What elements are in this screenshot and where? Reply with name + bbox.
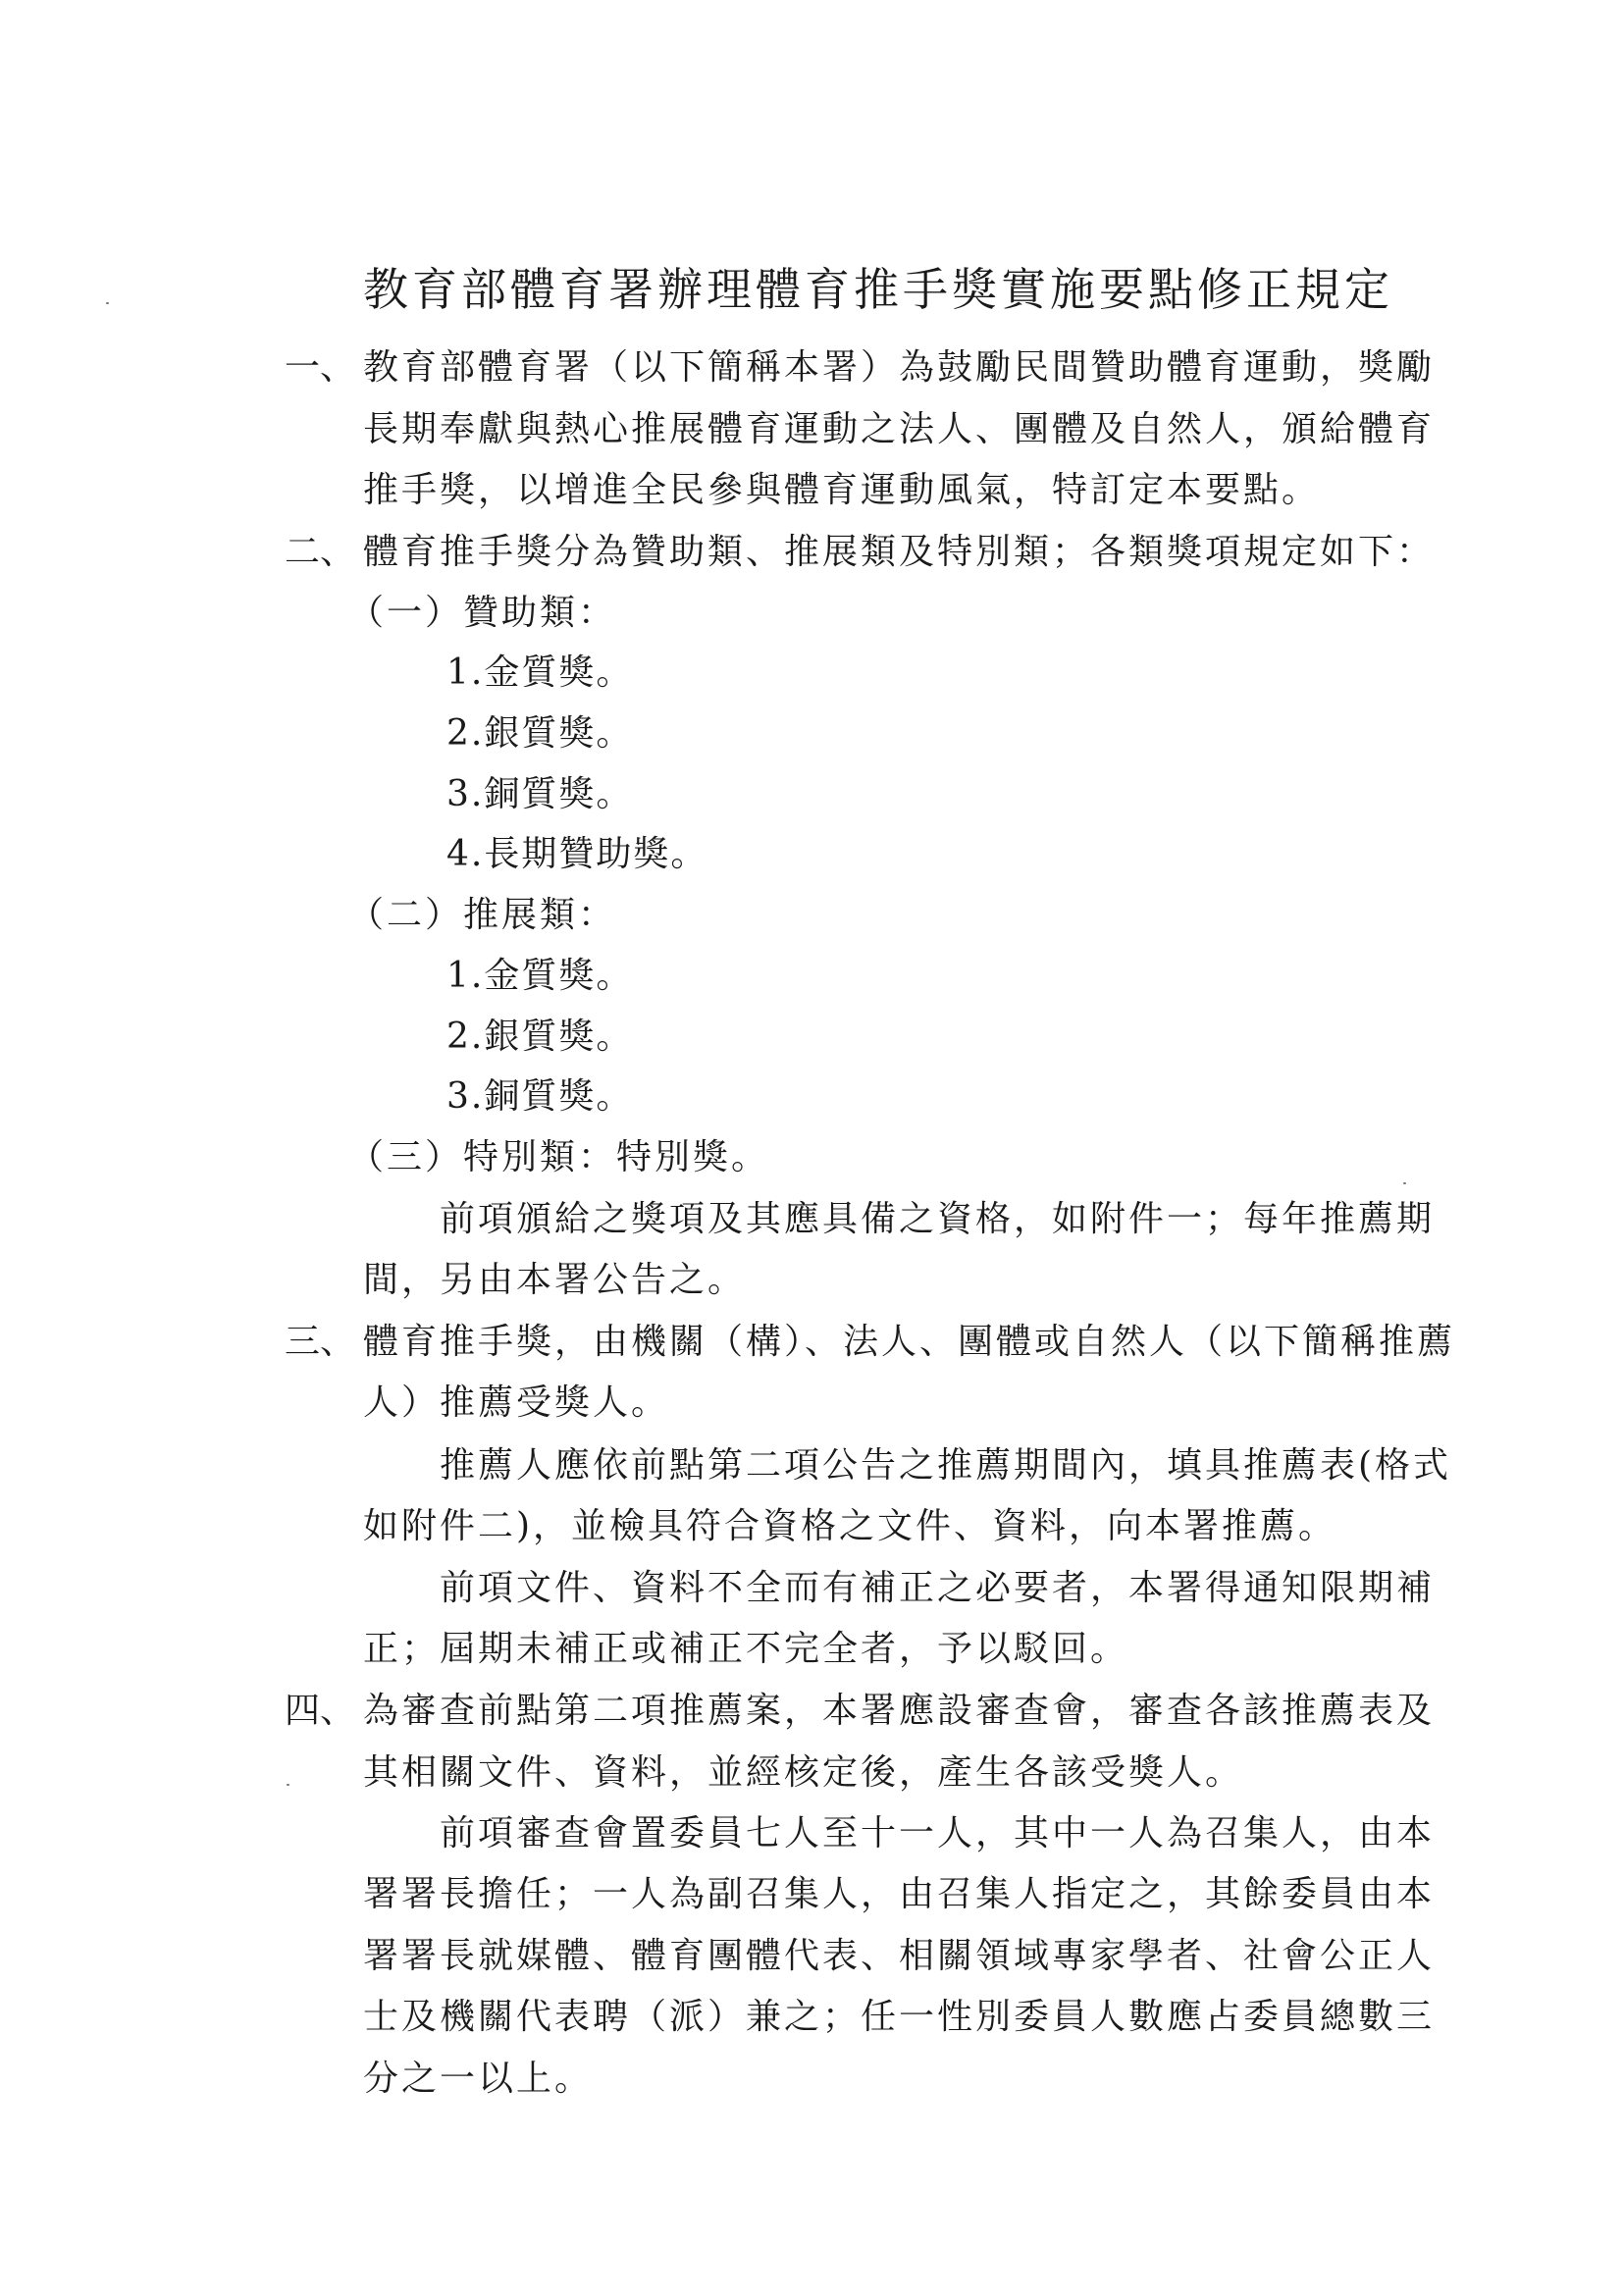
section-3-paragraph-2-line-2: 正；屆期未補正或補正不完全者，予以駁回。: [363, 1629, 1129, 1669]
section-3-line-2: 人）推薦受獎人。: [363, 1383, 670, 1423]
section-4-paragraph-1-line-4: 士及機關代表聘（派）兼之；任一性別委員人數應占委員總數三: [363, 1997, 1436, 2037]
subsection-sponsor-label: （一）贊助類：: [348, 593, 617, 633]
section-4-paragraph-1-line-3: 署署長就媒體、體育團體代表、相關領域專家學者、社會公正人: [363, 1936, 1436, 1976]
subsection-promotion-label: （二）推展類：: [348, 895, 617, 935]
sponsor-item-silver: 2.銀質獎。: [446, 713, 634, 754]
section-1-number: 一、: [285, 347, 356, 388]
section-4-paragraph-1-line-5: 分之一以上。: [363, 2059, 594, 2099]
section-3-paragraph-2-line-1: 前項文件、資料不全而有補正之必要者，本署得通知限期補: [440, 1568, 1436, 1608]
scan-speck: [106, 302, 109, 304]
section-1-line-1: 教育部體育署（以下簡稱本署）為鼓勵民間贊助體育運動，獎勵: [363, 347, 1436, 388]
sponsor-item-bronze: 3.銅質獎。: [446, 774, 634, 814]
scan-speck: [1403, 1182, 1406, 1184]
section-1-line-2: 長期奉獻與熱心推展體育運動之法人、團體及自然人，頒給體育: [363, 409, 1436, 449]
scan-speck: [287, 1784, 289, 1786]
document-title: 教育部體育署辦理體育推手獎實施要點修正規定: [363, 263, 1393, 316]
section-3-line-1: 體育推手獎，由機關（構）、法人、團體或自然人（以下簡稱推薦: [363, 1322, 1456, 1362]
promotion-item-gold: 1.金質獎。: [446, 956, 634, 996]
sponsor-item-gold: 1.金質獎。: [446, 652, 634, 693]
section-3-paragraph-1-line-2: 如附件二)，並檢具符合資格之文件、資料，向本署推薦。: [363, 1506, 1337, 1546]
section-4-line-2: 其相關文件、資料，並經核定後，產生各該受獎人。: [363, 1752, 1244, 1793]
section-3-paragraph-1-line-1: 推薦人應依前點第二項公告之推薦期間內，填具推薦表(格式: [440, 1445, 1452, 1486]
section-2-paragraph-1-line-1: 前項頒給之獎項及其應具備之資格，如附件一；每年推薦期: [440, 1199, 1436, 1239]
subsection-special-label: （三）特別類：特別獎。: [348, 1137, 770, 1177]
section-2-paragraph-1-line-2: 間，另由本署公告之。: [363, 1260, 747, 1300]
section-2-number: 二、: [285, 532, 356, 572]
section-1-line-3: 推手獎，以增進全民參與體育運動風氣，特訂定本要點。: [363, 470, 1321, 510]
section-4-paragraph-1-line-1: 前項審查會置委員七人至十一人，其中一人為召集人，由本: [440, 1813, 1436, 1853]
section-4-paragraph-1-line-2: 署署長擔任；一人為副召集人，由召集人指定之，其餘委員由本: [363, 1874, 1436, 1914]
section-3-number: 三、: [285, 1322, 356, 1362]
promotion-item-bronze: 3.銅質獎。: [446, 1076, 634, 1117]
section-2-line-1: 體育推手獎分為贊助類、推展類及特別類；各類獎項規定如下：: [363, 532, 1436, 572]
section-4-line-1: 為審查前點第二項推薦案，本署應設審查會，審查各該推薦表及: [363, 1691, 1436, 1731]
section-4-number: 四、: [285, 1691, 356, 1731]
promotion-item-silver: 2.銀質獎。: [446, 1017, 634, 1057]
sponsor-item-long-term: 4.長期贊助獎。: [446, 834, 708, 874]
